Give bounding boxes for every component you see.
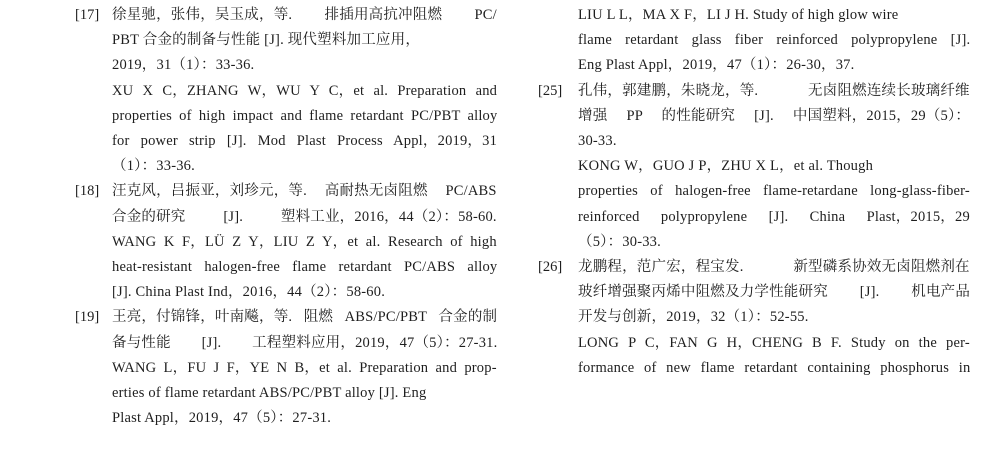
reference-line: KONG W，GUO J P，ZHU X L，et al. Though xyxy=(578,158,874,175)
reference-number: [19] xyxy=(75,309,100,326)
reference-line: WANG L，FU J F，YE N B，et al. Preparation and prop- xyxy=(112,359,497,376)
reference-number: [18] xyxy=(75,183,100,200)
reference-line: 玻纤增强聚丙烯中阻燃及力学性能研究 [J]. 机电产品 xyxy=(578,284,970,301)
reference-line: formance of new flame retardant containing phosphorus in xyxy=(578,359,970,376)
reference-line: 开发与创新，2019，32（1）：52-55. xyxy=(578,309,809,326)
reference-line: reinforced polypropylene [J]. China Plast，2015，29 xyxy=(578,208,970,225)
reference-line: PBT 合金的制备与性能 [J]. 现代塑料加工应用， xyxy=(112,32,421,49)
reference-line: 30-33. xyxy=(578,133,617,149)
reference-line: for power strip [J]. Mod Plast Process Appl，2019，31 xyxy=(112,133,497,149)
reference-line: XU X C，ZHANG W，WU Y C，et al. Preparation and xyxy=(112,82,497,99)
reference-line: （1）：33-36. xyxy=(112,158,195,175)
reference-line: flame retardant glass fiber reinforced polypropylene [J]. xyxy=(578,32,970,49)
reference-line: properties of high impact and flame retardant PC/PBT alloy xyxy=(112,107,497,124)
reference-number: [17] xyxy=(75,7,100,23)
reference-number: [26] xyxy=(538,259,563,275)
reference-line: 徐星驰，张伟，吴玉成，等. 排插用高抗冲阻燃 PC/ xyxy=(112,7,497,23)
reference-line: 王亮，付锦锋，叶南飚，等. 阻燃 ABS/PC/PBT 合金的制 xyxy=(112,309,497,326)
reference-line: （5）：30-33. xyxy=(578,233,661,250)
reference-line: Plast Appl，2019，47（5）：27-31. xyxy=(112,410,332,427)
reference-line: LONG P C，FAN G H，CHENG B F. Study on the per- xyxy=(578,334,970,351)
reference-line: 备与性能 [J]. 工程塑料应用，2019，47（5）：27-31. xyxy=(112,334,497,351)
reference-line: 增强 PP 的性能研究 [J]. 中国塑料，2015，29（5）： xyxy=(578,107,970,124)
reference-line: Eng Plast Appl，2019，47（1）：26-30，37. xyxy=(578,57,855,74)
reference-line: properties of halogen-free flame-retardane long-glass-fiber- xyxy=(578,183,970,200)
reference-line: 孔伟，郭建鹏，朱晓龙，等. 无卤阻燃连续长玻璃纤维 xyxy=(578,82,970,99)
reference-line: 合金的研究 [J]. 塑料工业，2016，44（2）：58-60. xyxy=(112,208,497,225)
reference-line: WANG K F，LÜ Z Y，LIU Z Y，et al. Research of high xyxy=(112,233,497,250)
reference-line: [J]. China Plast Ind，2016，44（2）：58-60. xyxy=(112,284,386,301)
reference-line: LIU L L，MA X F，LI J H. Study of high glow wire xyxy=(578,7,899,23)
reference-line: 龙鹏程，范广宏，程宝发. 新型磷系协效无卤阻燃剂在 xyxy=(578,259,970,275)
reference-number: [25] xyxy=(538,82,563,99)
reference-line: 2019，31（1）：33-36. xyxy=(112,57,255,74)
reference-line: erties of flame retardant ABS/PC/PBT alloy [J]. Eng xyxy=(112,385,427,401)
reference-line: heat-resistant halogen-free flame retardant PC/ABS alloy xyxy=(112,259,497,275)
reference-line: 汪克风，吕振亚，刘珍元，等. 高耐热无卤阻燃 PC/ABS xyxy=(112,183,497,200)
